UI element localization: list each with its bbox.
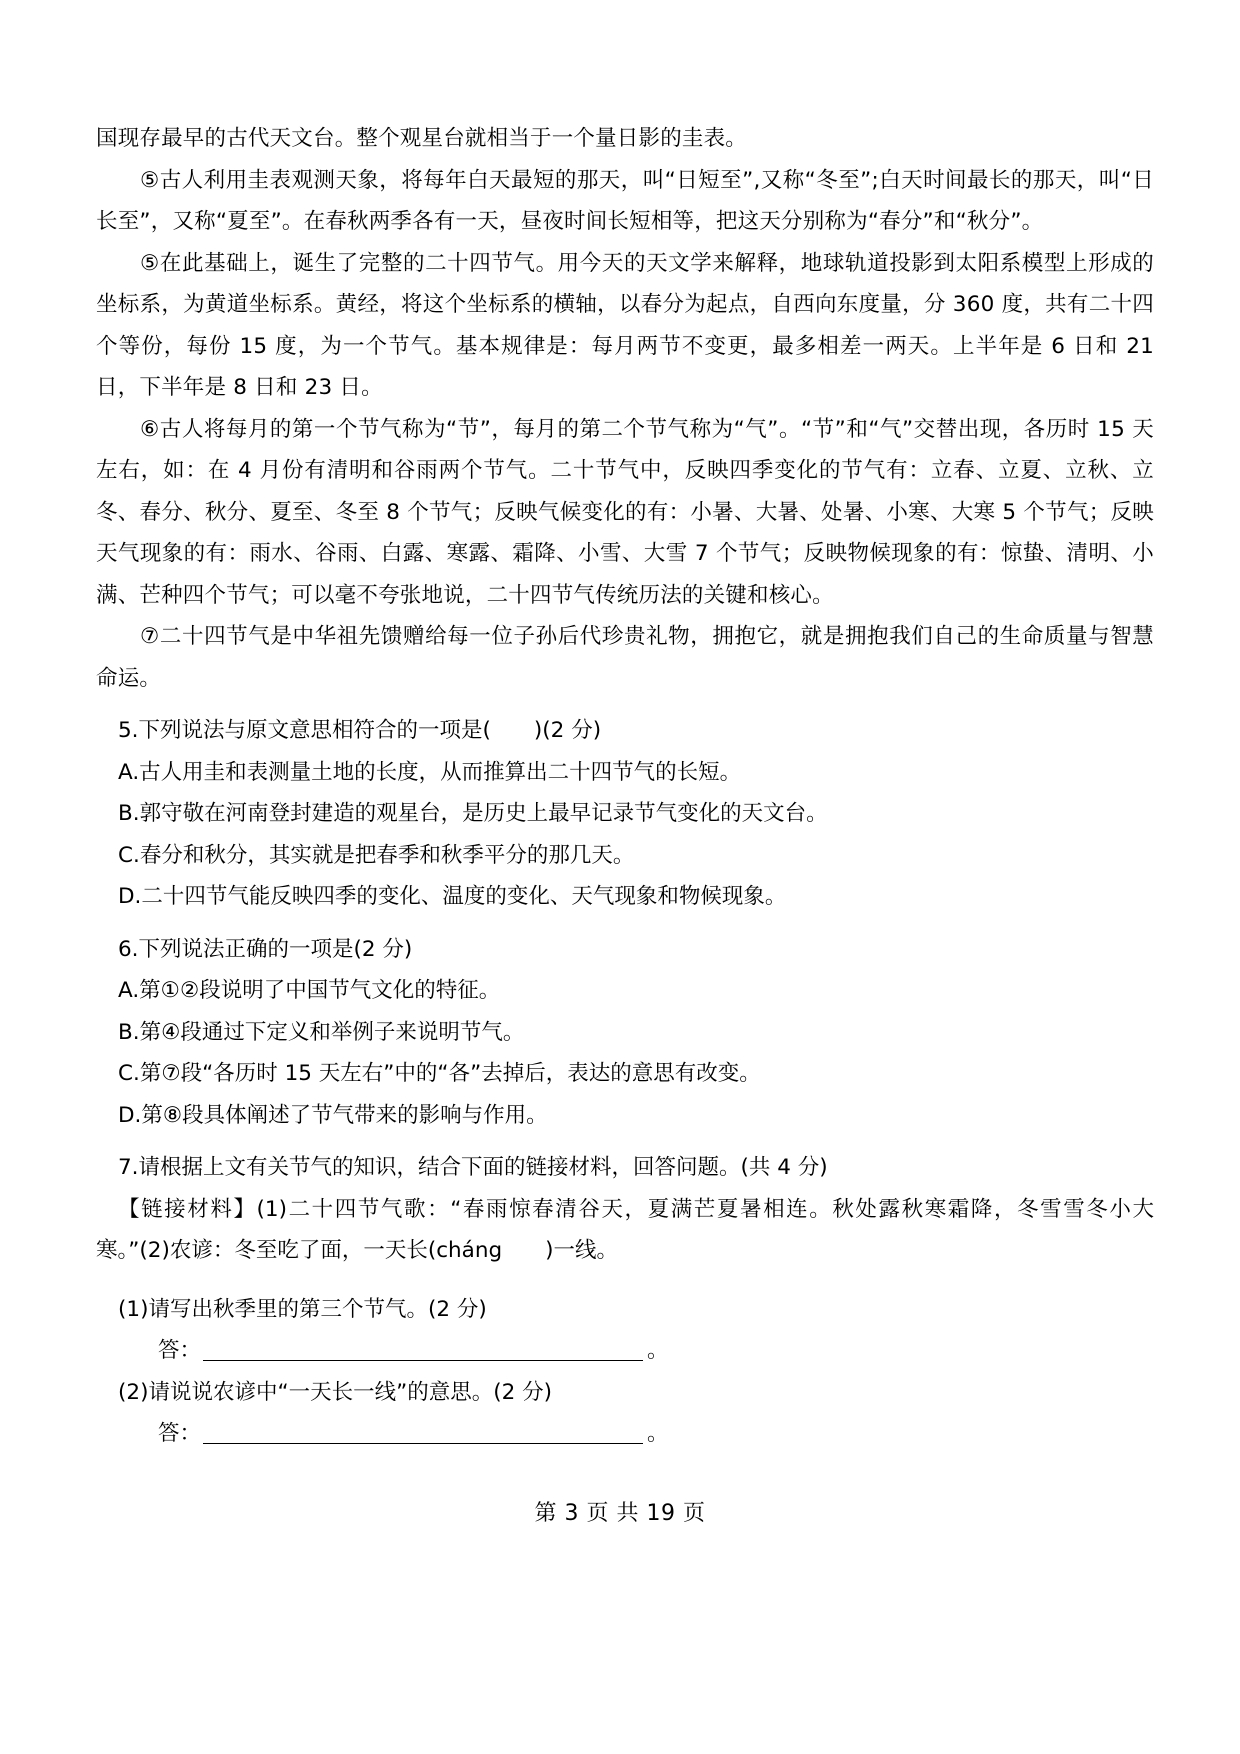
spacer <box>96 1136 1154 1147</box>
question-5-stem: 5.下列说法与原文意思相符合的一项是( )(2 分) <box>118 718 602 743</box>
answer-label: 答： <box>158 1338 202 1363</box>
question-7-sub-2-prompt: (2)请说说农谚中“一天长一线”的意思。(2 分) <box>118 1379 553 1405</box>
answer-end-punctuation: 。 <box>647 1338 669 1363</box>
spacer <box>96 918 1154 929</box>
answer-end-punctuation: 。 <box>647 1421 669 1446</box>
spacer <box>96 1272 1154 1289</box>
page-footer <box>0 1496 1240 1527</box>
answer-label: 答： <box>158 1421 202 1446</box>
question-6-option-c[interactable]: C.第⑦段“各历时 15 天左右”中的“各”去掉后，表达的意思有改变。 <box>118 1061 761 1086</box>
question-6-option-a[interactable]: A.第①②段说明了中国节气文化的特征。 <box>118 978 501 1003</box>
question-6-option-b[interactable]: B.第④段通过下定义和举例子来说明节气。 <box>118 1019 525 1045</box>
answer-input-1[interactable] <box>203 1360 643 1361</box>
question-5-option-a[interactable]: A.古人用圭和表测量土地的长度，从而推算出二十四节气的长短。 <box>118 759 742 785</box>
question-5-option-b[interactable]: B.郭守敬在河南登封建造的观星台，是历史上最早记录节气变化的天文台。 <box>118 801 828 826</box>
question-6-option-d[interactable]: D.第⑧段具体阐述了节气带来的影响与作用。 <box>118 1102 548 1128</box>
answer-input-2[interactable] <box>203 1443 643 1444</box>
question-5-option-c[interactable]: C.春分和秋分，其实就是把春季和秋季平分的那几天。 <box>118 842 635 868</box>
page-content <box>96 118 1154 1455</box>
question-7-sub-2-answer-row <box>96 1413 1154 1455</box>
question-6-stem: 6.下列说法正确的一项是(2 分) <box>118 936 413 962</box>
paragraph-6: ⑥古人将每月的第一个节气称为“节”，每月的第二个节气称为“气”。“节”和“气”交替出现，各历时 15 天左右，如：在 4 月份有清明和谷雨两个节气。二十节气中，反映四季变化的节气有：立春、立夏、立秋、立冬、春分、秋分、夏至、冬至 8 个节气；反映气候变化的有：小暑、大暑、处暑、小寒、大寒 5 个节气；反映天气现象的有：雨水、谷雨、白露、寒露、霜降、小雪、大雪 7 个节气；反映物候现象的有：惊蛰、清明、小满、芒种四个节气；可以毫不夸张地说，二十四节气传统历法的关键和核心。 <box>96 416 1154 608</box>
paragraph-5b: ⑤在此基础上，诞生了完整的二十四节气。用今天的天文学来解释，地球轨道投影到太阳系模型上形成的坐标系，为黄道坐标系。黄经，将这个坐标系的横轴，以春分为起点，自西向东度量，分 360 度，共有二十四个等份，每份 15 度，为一个节气。基本规律是：每月两节不变更，最多相差一两天。上半年是 6 日和 21 日，下半年是 8 日和 23 日。 <box>96 250 1154 400</box>
spacer <box>96 699 1154 710</box>
question-7-sub-1-prompt: (1)请写出秋季里的第三个节气。(2 分) <box>118 1296 487 1322</box>
paragraph-7: ⑦二十四节气是中华祖先馈赠给每一位子孙后代珍贵礼物，拥抱它，就是拥抱我们自己的生命质量与智慧命运。 <box>96 624 1154 691</box>
question-7-stem: 7.请根据上文有关节气的知识，结合下面的链接材料，回答问题。(共 4 分) <box>118 1155 828 1180</box>
question-5-option-d[interactable]: D.二十四节气能反映四季的变化、温度的变化、天气现象和物候现象。 <box>118 884 787 909</box>
paragraph-5a: ⑤古人利用圭表观测天象，将每年白天最短的那天，叫“日短至”,又称“冬至”;白天时间最长的那天，叫“日长至”，又称“夏至”。在春秋两季各有一天，昼夜时间长短相等，把这天分别称为“春分”和“秋分”。 <box>96 167 1154 234</box>
question-7-sub-1-answer-row <box>96 1330 1154 1372</box>
paragraph-continued: 国现存最早的古代天文台。整个观星台就相当于一个量日影的圭表。 <box>96 126 748 151</box>
page-number-text: 第 3 页 共 19 页 <box>534 1501 706 1526</box>
question-7-material: 【链接材料】(1)二十四节气歌：“春雨惊春清谷天，夏满芒夏暑相连。秋处露秋寒霜降，冬雪雪冬小大寒。”(2)农谚：冬至吃了面，一天长(cháng )一线。 <box>96 1196 1154 1263</box>
